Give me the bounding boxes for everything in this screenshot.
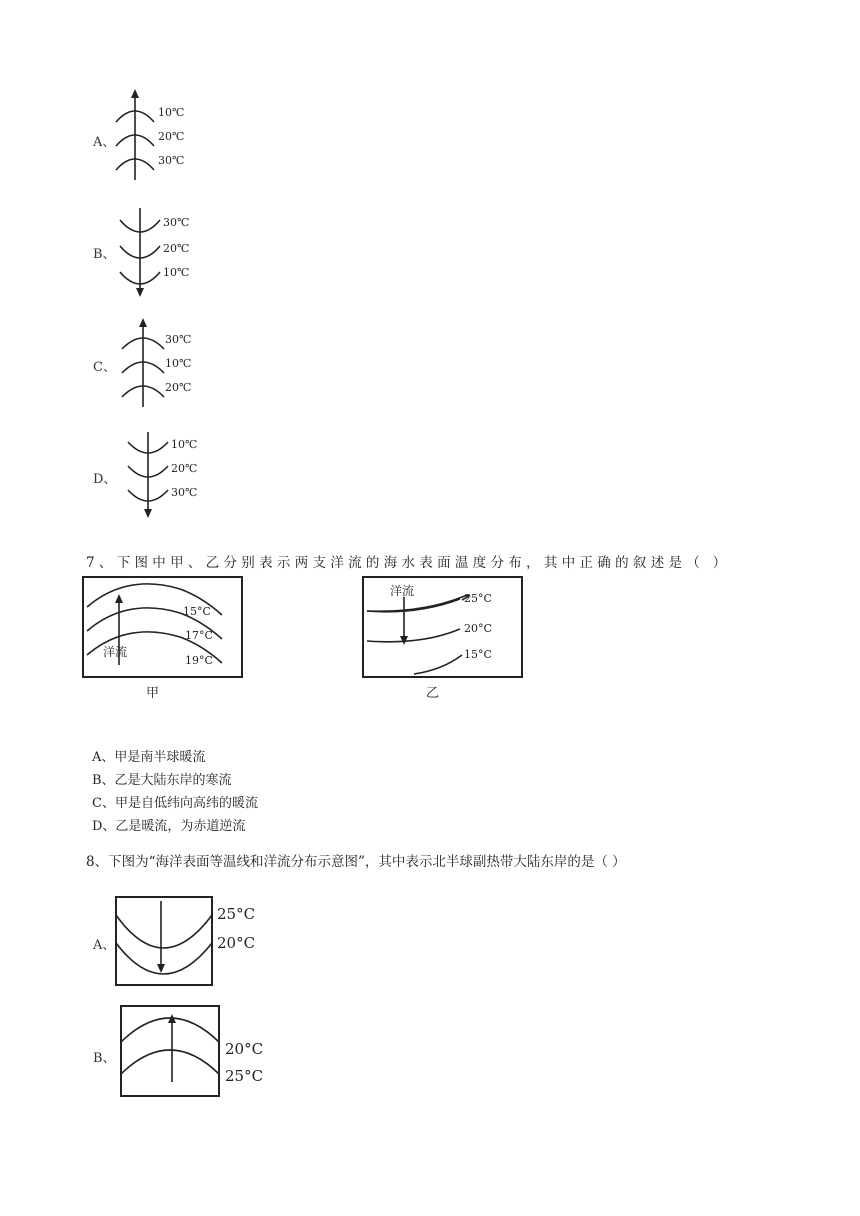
q6-a-temp-3: 30℃: [158, 154, 185, 167]
q6-a-temp-2: 20℃: [158, 130, 185, 143]
q6-option-c-label: C、: [93, 360, 116, 375]
q6-option-d-diagram: [120, 430, 220, 522]
q7-answer-c: C、甲是自低纬向高纬的暖流: [92, 796, 258, 811]
q8-a-temp-2: 20°C: [217, 934, 256, 952]
q8-b-temp-2: 25°C: [225, 1067, 264, 1085]
q6-option-d-label: D、: [93, 472, 117, 487]
q6-option-b-diagram: [112, 206, 212, 302]
q7-yi-temp-1: 25°C: [464, 592, 492, 605]
q6-b-temp-2: 20℃: [163, 242, 190, 255]
q7-question: 7、下图中甲、乙分别表示两支洋流的海水表面温度分布，其中正确的叙述是（ ）: [86, 555, 731, 571]
q7-jia-temp-3: 19°C: [185, 654, 213, 667]
q7-jia-caption: 甲: [146, 686, 160, 700]
q7-jia-temp-1: 15°C: [183, 605, 211, 618]
q7-yi-temp-2: 20°C: [464, 622, 492, 635]
q6-a-temp-1: 10℃: [158, 106, 185, 119]
q7-figure-yi: [362, 575, 524, 705]
q8-a-temp-1: 25°C: [217, 905, 256, 923]
q7-yi-current-label: 洋流: [390, 584, 415, 598]
q6-c-temp-1: 30℃: [165, 333, 192, 346]
q6-option-a-label: A、: [93, 135, 116, 150]
q7-yi-temp-3: 15°C: [464, 648, 492, 661]
q6-d-temp-1: 10℃: [171, 438, 198, 451]
q7-answer-d: D、乙是暖流，为赤道逆流: [92, 819, 246, 834]
q7-jia-temp-2: 17°C: [185, 629, 213, 642]
q7-figure-jia: [82, 575, 244, 700]
q6-d-temp-2: 20℃: [171, 462, 198, 475]
q8-option-a-label: A、: [93, 938, 116, 953]
q8-b-temp-1: 20°C: [225, 1040, 264, 1058]
q6-c-temp-3: 20℃: [165, 381, 192, 394]
q7-jia-current-label: 洋流: [103, 645, 128, 659]
q8-option-b-diagram: [120, 1004, 270, 1104]
q6-c-temp-2: 10℃: [165, 357, 192, 370]
q6-b-temp-3: 10℃: [163, 266, 190, 279]
q8-option-a-diagram: [115, 895, 265, 991]
q6-option-b-label: B、: [93, 247, 116, 262]
q7-answer-a: A、甲是南半球暖流: [92, 750, 206, 765]
q6-b-temp-1: 30℃: [163, 216, 190, 229]
q6-option-a-diagram: [108, 86, 208, 182]
q6-d-temp-3: 30℃: [171, 486, 198, 499]
q7-answer-b: B、乙是大陆东岸的寒流: [92, 773, 232, 788]
q6-option-c-diagram: [114, 315, 214, 411]
q8-question: 8、下图为“海洋表面等温线和洋流分布示意图”，其中表示北半球副热带大陆东岸的是（ ）: [86, 854, 626, 870]
q8-option-b-label: B、: [93, 1051, 116, 1066]
q7-yi-caption: 乙: [426, 686, 440, 701]
